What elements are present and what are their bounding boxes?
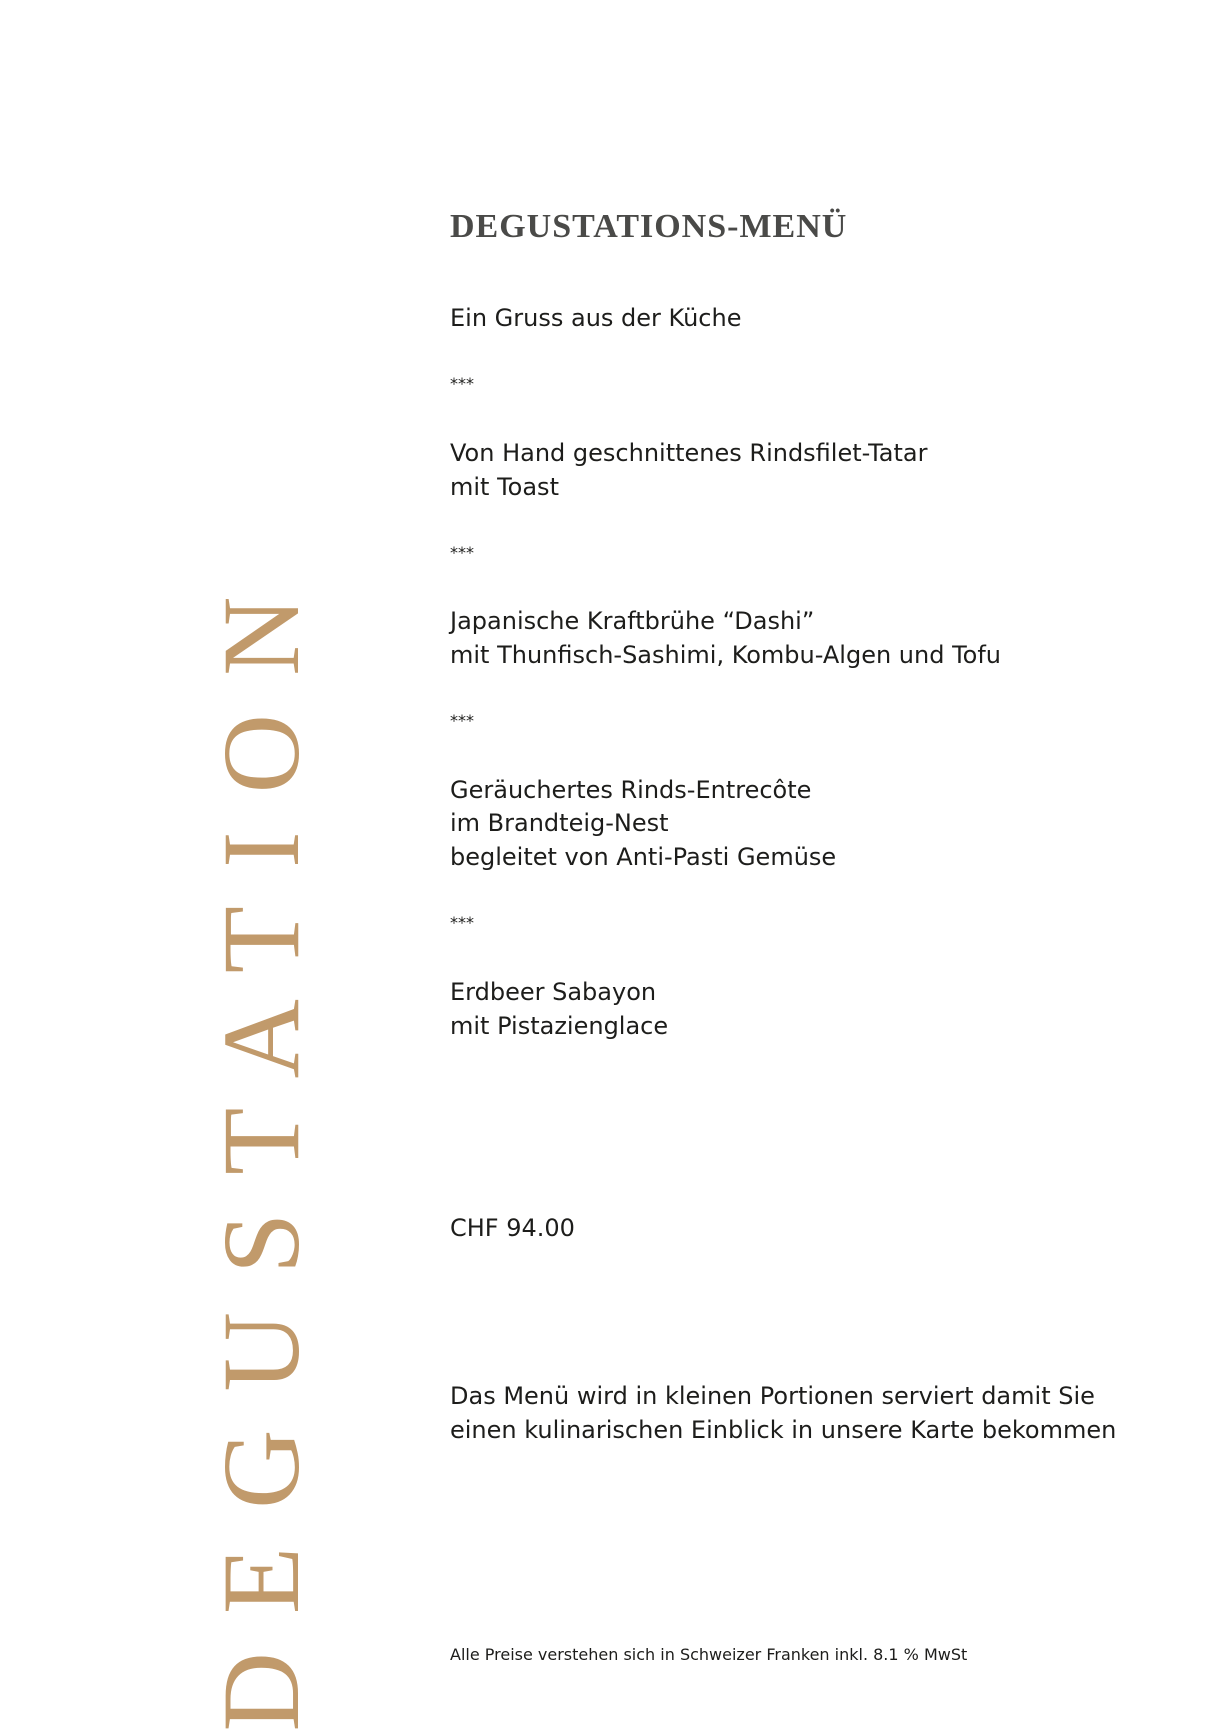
note-line-1: Das Menü wird in kleinen Portionen serviert damit Sie [450, 1382, 1095, 1410]
greeting-line: Ein Gruss aus der Küche [450, 304, 742, 332]
course-2-line-2: mit Thunfisch-Sashimi, Kombu-Algen und Tofu [450, 641, 1002, 669]
separator: *** [450, 711, 474, 730]
separator: *** [450, 543, 474, 562]
note-line-2: einen kulinarischen Einblick in unsere Karte bekommen [450, 1416, 1117, 1444]
course-1-line-1: Von Hand geschnittenes Rindsfilet-Tatar [450, 439, 928, 467]
separator: *** [450, 913, 474, 932]
side-title: DEGUSTATION [200, 558, 322, 1732]
course-4-line-2: mit Pistazienglace [450, 1012, 669, 1040]
course-3-line-2: im Brandteig-Nest [450, 809, 669, 837]
course-3-line-3: begleitet von Anti-Pasti Gemüse [450, 843, 837, 871]
course-1-line-2: mit Toast [450, 473, 559, 501]
footer-note: Alle Preise verstehen sich in Schweizer Franken inkl. 8.1 % MwSt [450, 1645, 968, 1664]
course-4-line-1: Erdbeer Sabayon [450, 978, 657, 1006]
separator: *** [450, 374, 474, 393]
price: CHF 94.00 [450, 1214, 575, 1242]
menu-heading: DEGUSTATIONS-MENÜ [450, 208, 848, 245]
course-3-line-1: Geräuchertes Rinds-Entrecôte [450, 776, 812, 804]
course-2-line-1: Japanische Kraftbrühe “Dashi” [450, 607, 815, 635]
